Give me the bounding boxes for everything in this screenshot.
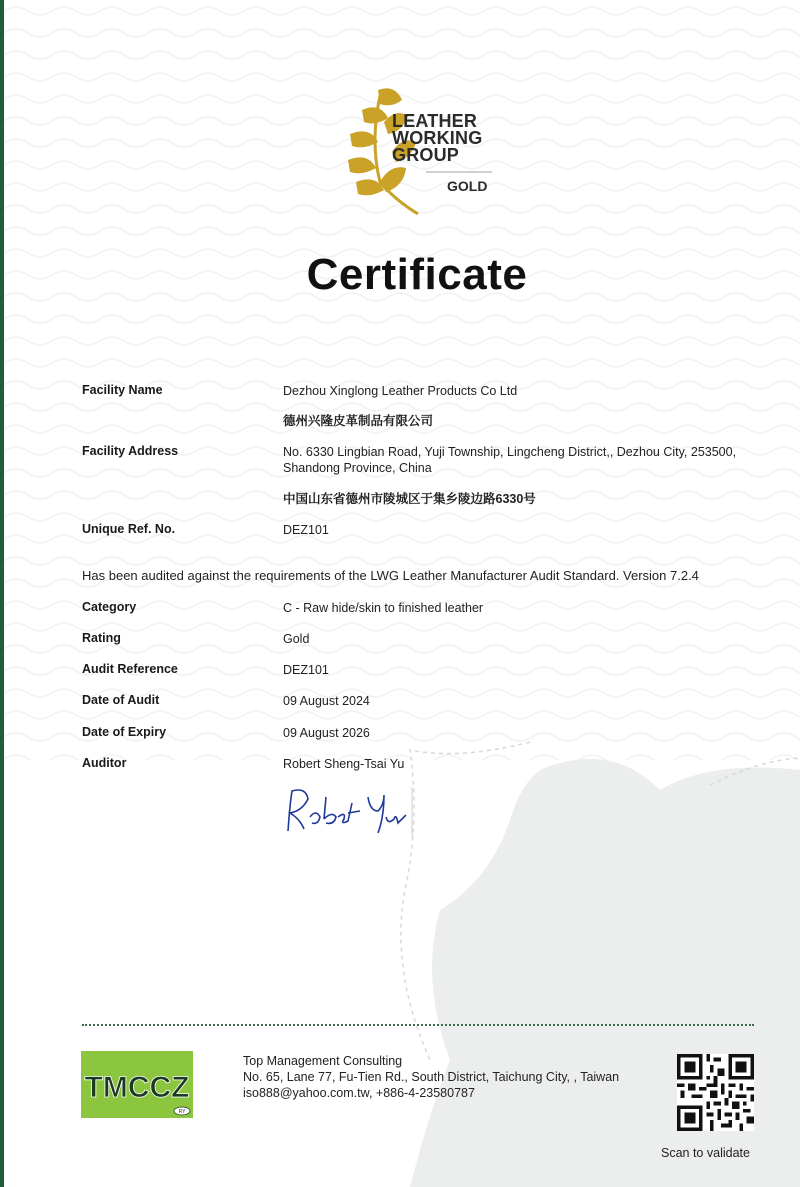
logo-tier: GOLD: [447, 178, 488, 194]
lwg-logo-wordmark: [392, 113, 482, 164]
audit-reference-label: Audit Reference: [82, 662, 178, 676]
auditor-signature: [280, 783, 420, 841]
category-value: C - Raw hide/skin to finished leather: [283, 601, 484, 615]
tmccz-logo-badge: RY: [178, 1109, 186, 1115]
unique-ref-value: DEZ101: [283, 523, 329, 537]
unique-ref-label: Unique Ref. No.: [82, 522, 176, 536]
expiry-date-label: Date of Expiry: [82, 725, 167, 739]
facility-address-value: [283, 444, 753, 476]
facility-name-value: Dezhou Xinglong Leather Products Co Ltd: [283, 384, 518, 398]
facility-name-label: Facility Name: [82, 383, 163, 397]
certificate-title: Certificate: [306, 250, 528, 299]
address-line-1: No. 6330 Lingbian Road, Yuji Township, Lingcheng District,, Dezhou City, 253500,: [283, 445, 737, 459]
audit-date-label: Date of Audit: [82, 693, 160, 707]
audit-reference-value: DEZ101: [283, 663, 329, 677]
audit-date-value: 09 August 2024: [283, 694, 370, 708]
facility-name-cn: 德州兴隆皮革制品有限公司: [283, 414, 434, 428]
rating-label: Rating: [82, 631, 121, 645]
qr-caption: Scan to validate: [661, 1146, 750, 1160]
footer-divider: [82, 1024, 754, 1026]
issuer-address: No. 65, Lane 77, Fu-Tien Rd., South District, Taichung City, , Taiwan: [243, 1070, 620, 1084]
auditor-label: Auditor: [82, 756, 127, 770]
qr-code-icon[interactable]: [677, 1054, 754, 1131]
issuer-contact: iso888@yahoo.com.tw, +886-4-23580787: [243, 1086, 475, 1100]
logo-divider: [426, 171, 492, 173]
issuer-name: Top Management Consulting: [243, 1054, 403, 1068]
tmccz-logo-text: TMCCZ: [84, 1071, 190, 1104]
category-label: Category: [82, 600, 137, 614]
logo-line-3: GROUP: [392, 145, 460, 165]
logo-line-1: LEATHER: [392, 111, 478, 131]
rating-value: Gold: [283, 632, 310, 646]
expiry-date-value: 09 August 2026: [283, 726, 370, 740]
facility-address-cn: 中国山东省德州市陵城区于集乡陵边路6330号: [283, 492, 536, 506]
facility-address-label: Facility Address: [82, 444, 179, 458]
audit-statement: Has been audited against the requirements of the LWG Leather Manufacturer Audit Standard. Version 7.2.4: [82, 568, 699, 583]
auditor-value: Robert Sheng-Tsai Yu: [283, 757, 405, 771]
issuer-details: [243, 1053, 619, 1101]
logo-line-2: WORKING: [392, 128, 483, 148]
tmccz-logo: [81, 1051, 193, 1118]
address-line-2: Shandong Province, China: [283, 461, 432, 475]
